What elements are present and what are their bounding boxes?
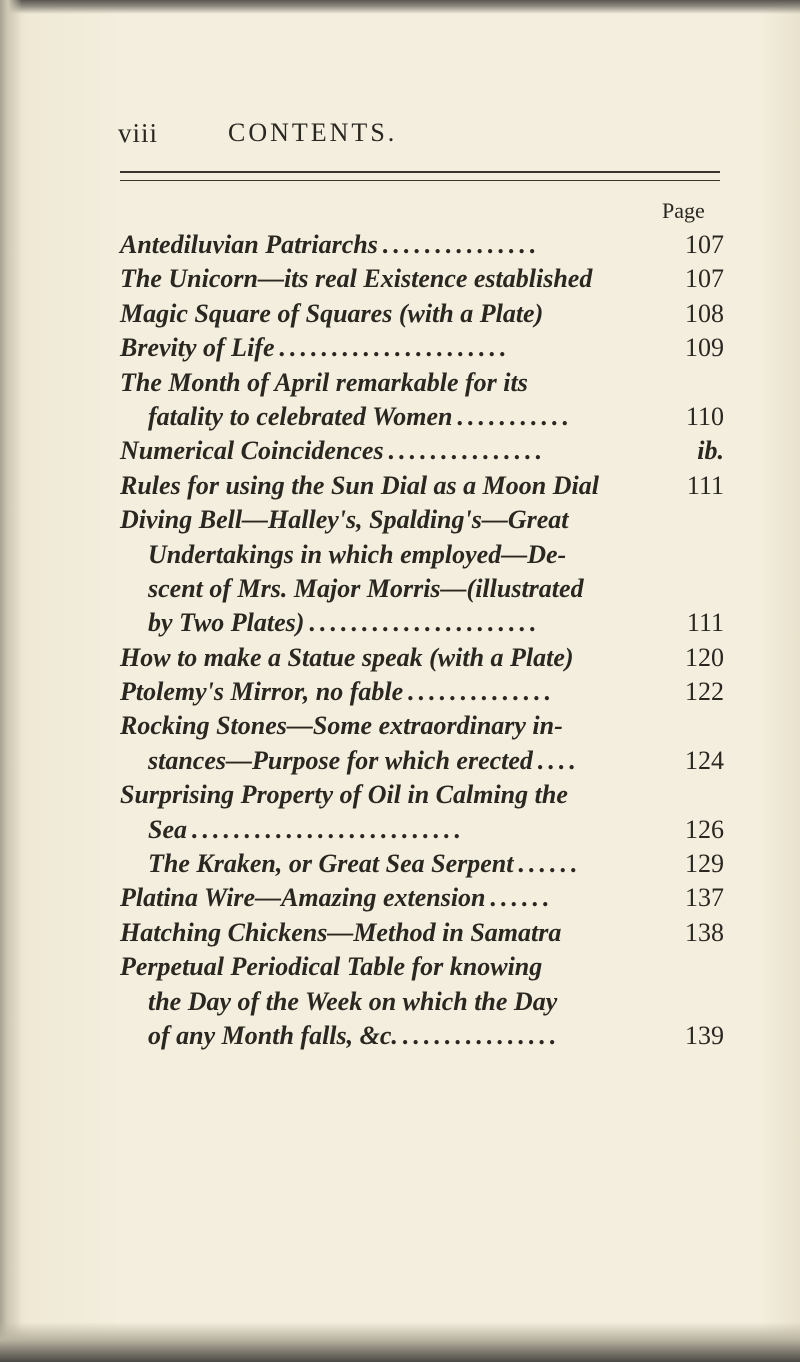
entry-page-number: 137 — [685, 883, 724, 913]
leader-dots: ............... — [387, 436, 546, 466]
contents-line — [120, 744, 724, 778]
contents-line — [120, 434, 724, 468]
entry-title: Diving Bell—Halley's, Spalding's—Great — [120, 505, 569, 535]
entry-page-number: 110 — [685, 401, 724, 431]
entry-page-number: 124 — [685, 745, 724, 775]
entry-title: scent of Mrs. Major Morris—(illustrated — [148, 573, 584, 603]
contents-line — [120, 297, 724, 331]
page-bottom-edge — [0, 1322, 800, 1362]
contents-line — [120, 778, 724, 812]
contents-line — [120, 503, 724, 537]
leader-dots: ........... — [456, 401, 572, 431]
page-number: viii — [118, 118, 159, 148]
contents-line — [120, 538, 724, 572]
entry-title: Rules for using the Sun Dial as a Moon Dial — [120, 470, 599, 500]
entry-title: Rocking Stones—Some extraordinary in- — [120, 711, 563, 741]
header-rule-top — [120, 171, 720, 173]
header-rule-bottom — [120, 180, 720, 181]
running-head: CONTENTS. — [228, 118, 398, 147]
entry-title: How to make a Statue speak (with a Plate) — [120, 642, 574, 672]
leader-dots: .... — [536, 745, 579, 775]
entry-title: Perpetual Periodical Table for knowing — [120, 952, 543, 982]
entry-title: Ptolemy's Mirror, no fable — [120, 677, 404, 707]
entry-page-number: 122 — [685, 677, 724, 707]
entry-title: of any Month falls, &c. — [148, 1020, 398, 1050]
contents-line — [120, 228, 724, 262]
contents-line — [120, 469, 724, 503]
leader-dots: ...................... — [278, 333, 510, 363]
entry-title: Surprising Property of Oil in Calming the — [120, 780, 568, 810]
entry-title: Platina Wire—Amazing extension — [120, 883, 486, 913]
entry-title: Antediluvian Patriarchs — [120, 230, 378, 259]
entry-title: the Day of the Week on which the Day — [148, 986, 558, 1016]
contents-line — [120, 950, 724, 984]
contents-line — [120, 675, 724, 709]
leader-dots: ...... — [489, 883, 553, 913]
page-column-label: Page — [662, 198, 705, 223]
contents-line — [120, 572, 724, 606]
entry-page-number: 120 — [685, 642, 724, 672]
entry-title: Undertakings in which employed—De- — [148, 539, 567, 569]
leader-dots: .............. — [407, 677, 555, 707]
entry-title: stances—Purpose for which erected — [148, 745, 533, 775]
leader-dots: ............... — [401, 1020, 560, 1050]
entry-page-number: 107 — [685, 230, 724, 259]
entry-title: The Unicorn—its real Existence established — [120, 264, 593, 294]
contents-list — [120, 228, 724, 1053]
page-top-edge — [0, 0, 800, 14]
entry-page-number: 108 — [685, 298, 724, 328]
leader-dots: .......................... — [191, 814, 464, 844]
contents-line — [120, 916, 724, 950]
contents-line — [120, 400, 724, 434]
entry-page-number: 129 — [685, 849, 724, 879]
contents-line — [120, 641, 724, 675]
entry-page-number: 139 — [685, 1020, 724, 1050]
leader-dots: ...................... — [308, 608, 540, 638]
leader-dots: ............... — [381, 230, 540, 259]
entry-page-number: 111 — [686, 608, 724, 638]
entry-title: Hatching Chickens—Method in Samatra — [120, 917, 562, 947]
contents-line — [120, 1019, 724, 1053]
contents-line — [120, 331, 724, 365]
entry-page-number: 109 — [685, 333, 724, 363]
entry-title: Magic Square of Squares (with a Plate) — [120, 298, 544, 328]
contents-line — [120, 813, 724, 847]
entry-title: Numerical Coincidences — [120, 436, 384, 466]
contents-line — [120, 606, 724, 640]
entry-page-number: 107 — [685, 264, 724, 294]
contents-line — [120, 847, 724, 881]
leader-dots: ...... — [517, 849, 581, 879]
entry-page-number: 111 — [686, 470, 724, 500]
contents-line — [120, 985, 724, 1019]
entry-title: fatality to celebrated Women — [148, 401, 453, 431]
contents-line — [120, 366, 724, 400]
entry-title: The Month of April remarkable for its — [120, 367, 528, 397]
page-left-edge — [0, 0, 22, 1362]
entry-title: Brevity of Life — [120, 333, 275, 363]
entry-title: Sea — [148, 814, 187, 844]
entry-page-number: 138 — [685, 917, 724, 947]
entry-page-number: ib. — [697, 436, 724, 466]
contents-line — [120, 709, 724, 743]
entry-title: by Two Plates) — [148, 608, 305, 638]
contents-line — [120, 262, 724, 296]
entry-title: The Kraken, or Great Sea Serpent — [148, 849, 514, 879]
entry-page-number: 126 — [685, 814, 724, 844]
page-header — [0, 118, 800, 158]
contents-line — [120, 881, 724, 915]
